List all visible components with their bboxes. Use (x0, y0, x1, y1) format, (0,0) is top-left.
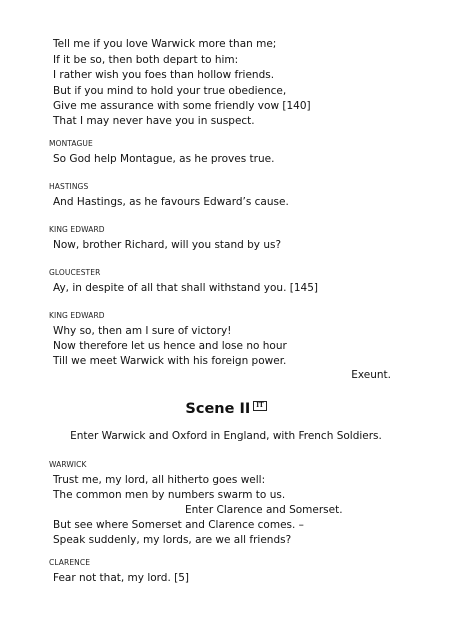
speaker-name: MONTAGUE (49, 139, 93, 148)
verse-line: But see where Somerset and Clarence comes. – (53, 519, 304, 531)
scene-title: Scene II (185, 401, 251, 417)
speaker-name: KING EDWARD (49, 225, 105, 234)
stage-direction-exit: Exeunt. (351, 369, 391, 381)
speaker-name: GLOUCESTER (49, 268, 101, 277)
verse-line: And Hastings, as he favours Edward’s cause. (53, 196, 289, 208)
scene-heading (0, 399, 452, 419)
verse-line: Ay, in despite of all that shall withstand you. [145] (53, 282, 318, 294)
stage-direction: Enter Clarence and Somerset. (185, 504, 343, 516)
verse-line: Tell me if you love Warwick more than me; (53, 38, 277, 50)
verse-line: Why so, then am I sure of victory! (53, 325, 232, 337)
verse-line: The common men by numbers swarm to us. (53, 489, 286, 501)
verse-line: Trust me, my lord, all hitherto goes well: (53, 474, 266, 486)
verse-line: Till we meet Warwick with his foreign power. (53, 355, 287, 367)
verse-line: But if you mind to hold your true obedience, (53, 85, 287, 97)
speaker-name: WARWICK (49, 460, 87, 469)
speaker-name: KING EDWARD (49, 311, 105, 320)
verse-line: That I may never have you in suspect. (53, 115, 255, 127)
verse-line: Speak suddenly, my lords, are we all friends? (53, 534, 292, 546)
verse-line: I rather wish you foes than hollow friends. (53, 69, 275, 81)
speaker-name: HASTINGS (49, 182, 89, 191)
verse-line: If it be so, then both depart to him: (53, 54, 239, 66)
stage-direction: Enter Warwick and Oxford in England, with French Soldiers. (70, 430, 382, 442)
verse-line: Give me assurance with some friendly vow [140] (53, 100, 311, 112)
speaker-name: CLARENCE (49, 558, 91, 567)
verse-line: Now therefore let us hence and lose no hour (53, 340, 287, 352)
verse-line: Fear not that, my lord. [5] (53, 572, 190, 584)
it-badge-icon[interactable]: IT (253, 401, 266, 411)
verse-line: So God help Montague, as he proves true. (53, 153, 275, 165)
verse-line: Now, brother Richard, will you stand by us? (53, 239, 282, 251)
